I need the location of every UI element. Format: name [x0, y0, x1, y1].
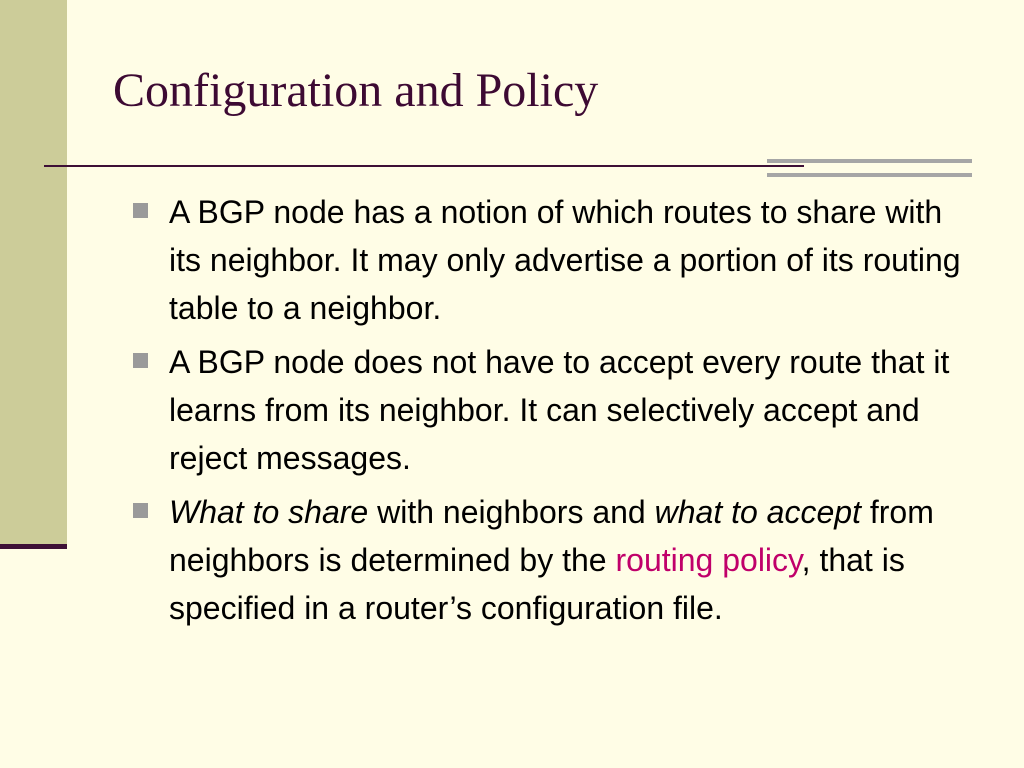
bullet-item: [133, 338, 973, 482]
highlighted-term-routing-policy: routing policy: [615, 542, 802, 578]
bullet-list: [133, 188, 973, 638]
emphasized-phrase-accept: what to accept: [654, 494, 861, 530]
emphasized-phrase-share: What to share: [169, 494, 369, 530]
bullet-text-segment: from neighbors is determined by the: [169, 494, 934, 578]
square-bullet-icon: [133, 353, 148, 368]
bullet-text-segment: with neighbors and: [368, 494, 655, 530]
divider-accent-bar-top: [767, 159, 972, 163]
sidebar-band: [0, 0, 67, 544]
sidebar-band-underline: [0, 544, 67, 549]
bullet-item: [133, 488, 973, 632]
bullet-text: A BGP node does not have to accept every route that it learns from its neighbor. It can selectively accept and reject messages.: [169, 344, 950, 476]
bullet-text: [169, 488, 973, 632]
title-divider: [44, 165, 804, 167]
divider-accent-bar-bottom: [767, 173, 972, 177]
square-bullet-icon: [133, 503, 148, 518]
bullet-text: A BGP node has a notion of which routes to share with its neighbor. It may only advertise a portion of its routing table to a neighbor.: [169, 194, 961, 326]
slide-title: Configuration and Policy: [113, 64, 599, 117]
square-bullet-icon: [133, 203, 148, 218]
bullet-item: [133, 188, 973, 332]
bullet-text-segment: , that is specified in a router’s configuration file.: [169, 542, 905, 626]
